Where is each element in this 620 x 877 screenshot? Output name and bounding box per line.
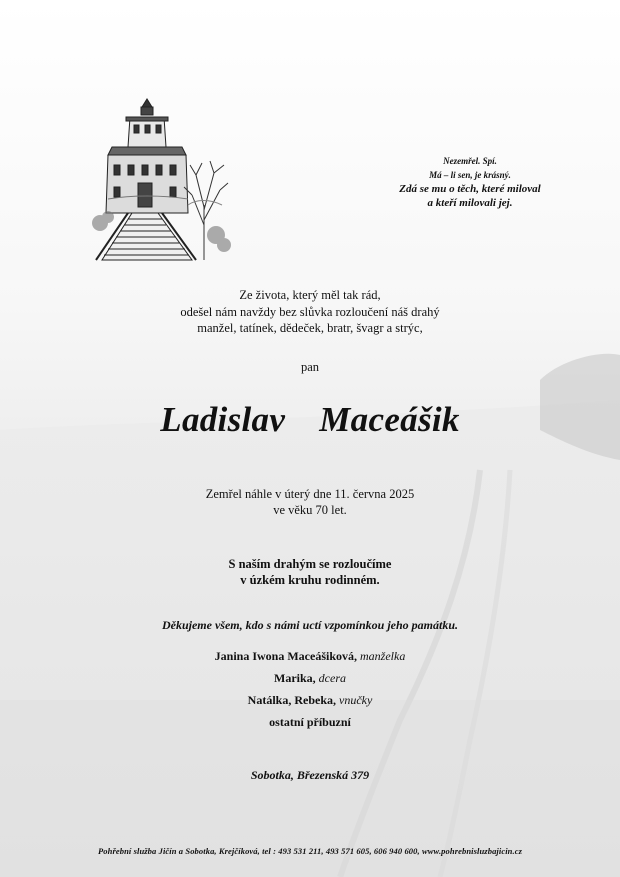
mourner-relation: vnučky [339,693,373,707]
mourner-names: Marika, [274,671,316,685]
mourner-row [0,689,620,711]
quote-line-3: Zdá se mu o těch, které miloval [399,183,541,195]
deceased-name: Ladislav Maceášik [160,400,460,439]
intro-line-2: odešel nám navždy bez slůvka rozloučení náš drahý [180,304,440,319]
farewell-notice [0,556,620,588]
salutation: pan [300,360,320,374]
address: Sobotka, Březenská 379 [250,768,370,782]
castle-tower-illustration [92,95,232,263]
mourner-row [0,667,620,689]
mourners-list [0,645,620,733]
mourner-names: Janina Iwona Maceášiková, [214,649,358,663]
intro-text [0,287,620,337]
mourner-relation: manželka [360,649,406,663]
quote-line-4: a kteří milovali jej. [427,197,513,209]
mourner-names: Natálka, Rebeka, [247,693,337,707]
intro-line-3: manžel, tatínek, dědeček, bratr, švagr a strýc, [197,321,423,335]
thanks-line: Děkujeme všem, kdo s námi uctí vzpomínkou jeho památku. [161,618,458,632]
death-line-1: Zemřel náhle v úterý dne 11. června 2025 [205,487,415,501]
quote-line-1: Nezemřel. Spí. [443,156,497,166]
farewell-line-1: S naším drahým se rozloučíme [228,557,392,571]
mourner-row [0,711,620,733]
death-notice [0,486,620,518]
farewell-line-2: v úzkém kruhu rodinném. [240,573,380,587]
funeral-service-footer: Pohřební služba Jičín a Sobotka, Krejčíková, tel : 493 531 211, 493 571 605, 606 940 600, www.pohrebnisluzbajicin.cz [97,846,523,856]
mourner-names: ostatní příbuzní [269,715,351,729]
mourner-relation: dcera [318,671,346,685]
death-line-2: ve věku 70 let. [273,503,347,517]
quote-line-2: Má – li sen, je krásný. [429,170,511,180]
memorial-quote [340,154,600,210]
intro-line-1: Ze života, který měl tak rád, [239,288,381,302]
mourner-row [0,645,620,667]
